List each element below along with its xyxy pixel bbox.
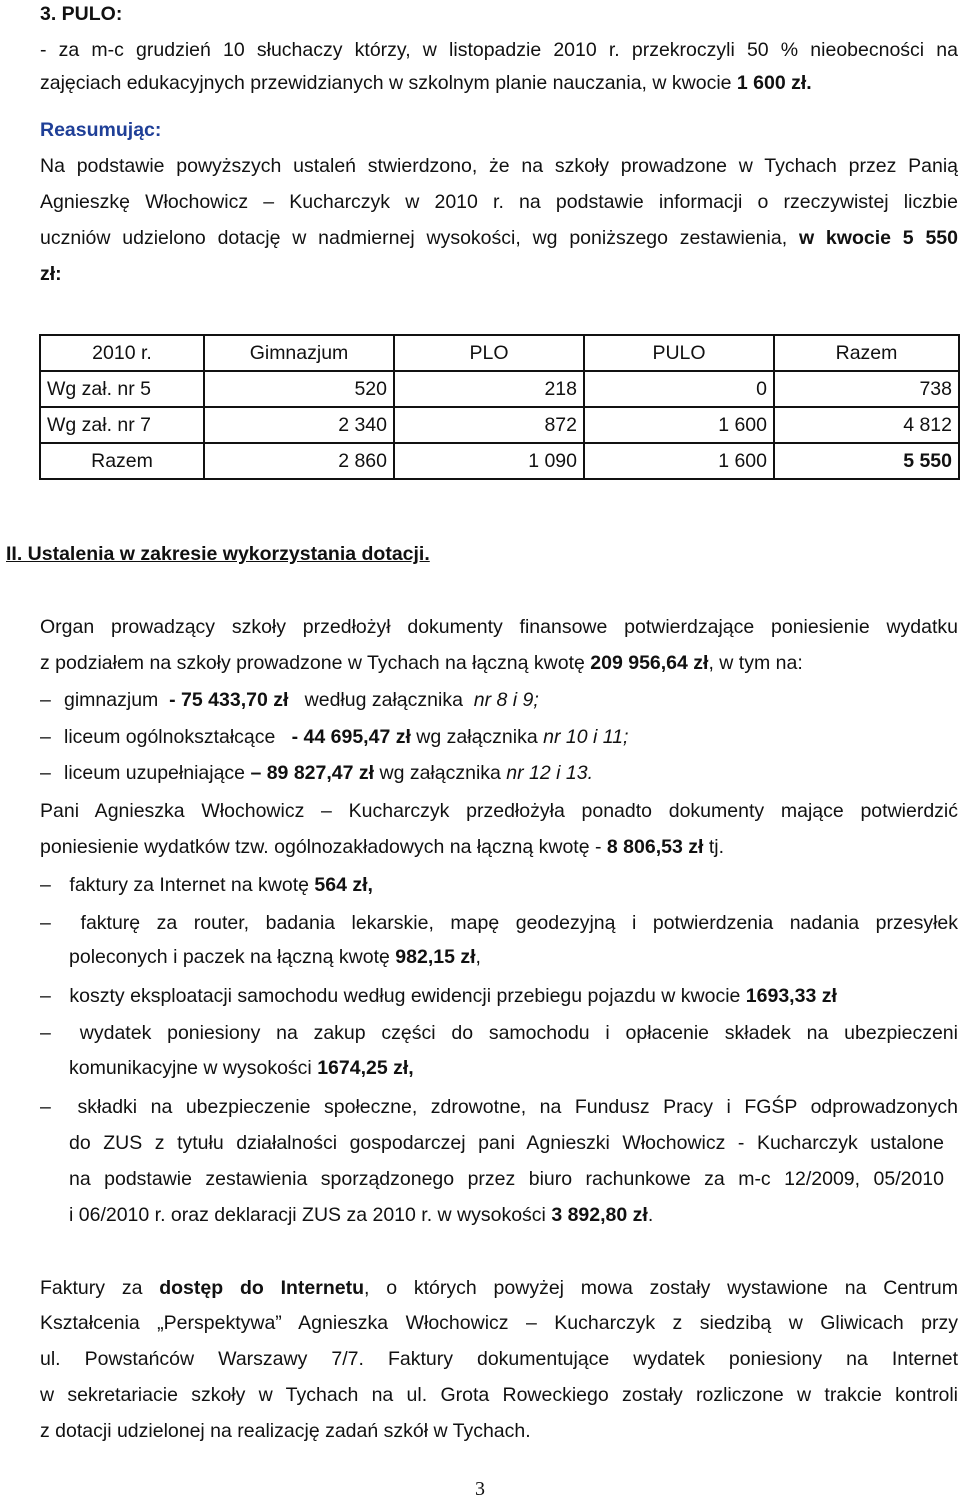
bullet-ref: wg załącznika	[416, 726, 538, 748]
faktury-internet: dostęp do Internetu	[159, 1277, 365, 1299]
item-router-line-1	[40, 911, 958, 935]
bullet-annex: nr 8 i 9;	[473, 689, 539, 711]
organ-text: z podziałem na szkoły prowadzone w Tychach na łączną kwotę	[40, 652, 585, 674]
dash-icon: –	[40, 985, 51, 1007]
dash-icon: –	[40, 912, 51, 934]
table-total-row	[40, 443, 959, 479]
summary-heading: Reasumując:	[40, 119, 162, 141]
bullet-amount: – 89 827,47 zł	[250, 762, 375, 784]
item-zus-line-1	[40, 1095, 958, 1119]
table-cell: 1 600	[584, 443, 774, 479]
table-cell: 2 860	[204, 443, 394, 479]
item-car-costs	[40, 984, 837, 1008]
item-text: poleconych i paczek na łączną kwotę	[69, 946, 390, 968]
item-amount: 1693,33 zł	[745, 985, 837, 1007]
bullet-label: liceum uzupełniające	[64, 762, 246, 784]
item-zus-line-4	[69, 1203, 653, 1227]
summary-line-2: Agnieszkę Włochowicz – Kucharczyk w 2010 r. na podstawie informacji o rzeczywistej liczbie	[40, 191, 958, 213]
pani-amount: 8 806,53 zł	[606, 836, 704, 858]
pulo-text: zajęciach edukacyjnych przewidzianych w szkolnym planie nauczania, w kwocie	[40, 72, 732, 94]
faktury-line-4: w sekretariacie szkoły w Tychach na ul. Grota Roweckiego zostały rozliczone w trakcie kontroli	[40, 1384, 958, 1406]
table-cell: 1 600	[584, 407, 774, 443]
header-cell: 2010 r.	[40, 335, 204, 371]
row-label: Razem	[40, 443, 204, 479]
item-car-parts-line-1	[40, 1021, 958, 1045]
summary-line-3	[40, 226, 958, 250]
faktury-line-3: ul. Powstańców Warszawy 7/7. Faktury dokumentujące wydatek poniesiony na Internet	[40, 1348, 958, 1370]
dash-icon: –	[40, 1096, 51, 1118]
table-cell: 5 550	[774, 443, 959, 479]
table-cell: 2 340	[204, 407, 394, 443]
dash-icon: –	[40, 726, 51, 748]
faktury-line-2: Kształcenia „Perspektywa” Agnieszka Włochowicz – Kucharczyk z siedzibą w Gliwicach przy	[40, 1312, 958, 1334]
faktury-line-1	[40, 1276, 958, 1300]
item-amount: 982,15 zł	[395, 946, 476, 968]
organ-line-1: Organ prowadzący szkoły przedłożył dokumenty finansowe potwierdzające poniesienie wydatku	[40, 616, 958, 638]
item-text: komunikacyjne w wysokości	[69, 1057, 312, 1079]
organ-line-2	[40, 651, 803, 675]
pulo-line-2	[40, 71, 812, 95]
item-text: wydatek poniesiony na zakup części do samochodu i opłacenie składek na ubezpieczeni	[79, 1022, 958, 1044]
summary-line-1: Na podstawie powyższych ustaleń stwierdzono, że na szkoły prowadzone w Tychach przez Panią	[40, 155, 958, 177]
item-amount: 3 892,80 zł	[551, 1204, 648, 1226]
page-number: 3	[475, 1478, 485, 1500]
bullet-annex: nr 12 i 13.	[506, 762, 594, 784]
header-cell: PLO	[394, 335, 584, 371]
item-text: faktury za Internet na kwotę	[69, 874, 309, 896]
table-header-row	[40, 335, 959, 371]
row-label: Wg zał. nr 7	[40, 407, 204, 443]
item-zus-line-3: na podstawie zestawienia sporządzonego przez biuro rachunkowe za m-c 12/2009, 05/2010	[69, 1168, 944, 1190]
dash-icon: –	[40, 762, 51, 784]
item-zus-line-2: do ZUS z tytułu działalności gospodarczej pani Agnieszki Włochowicz - Kucharczyk ustalone	[69, 1132, 944, 1154]
faktury-text-end: , o których powyżej mowa zostały wystawione na Centrum	[364, 1277, 958, 1299]
table-cell: 520	[204, 371, 394, 407]
dash-icon: –	[40, 689, 51, 711]
pani-text-end: tj.	[708, 836, 724, 858]
table-cell: 4 812	[774, 407, 959, 443]
organ-total: 209 956,64 zł	[590, 652, 709, 674]
item-internet	[40, 873, 373, 897]
dash-icon: –	[40, 874, 51, 896]
bullet-ref: wg załącznika	[379, 762, 501, 784]
pani-text: poniesienie wydatków tzw. ogólnozakładowych na łączną kwotę -	[40, 836, 602, 858]
item-amount: 564 zł,	[314, 874, 373, 896]
header-cell: PULO	[584, 335, 774, 371]
faktury-text: Faktury za	[40, 1277, 143, 1299]
header-cell: Razem	[774, 335, 959, 371]
dash-icon: –	[40, 1022, 51, 1044]
item-amount: 1674,25 zł,	[317, 1057, 414, 1079]
faktury-line-5: z dotacji udzielonej na realizację zadań szkół w Tychach.	[40, 1420, 531, 1442]
item-text: i 06/2010 r. oraz deklaracji ZUS za 2010 r. w wysokości	[69, 1204, 546, 1226]
table-cell: 1 090	[394, 443, 584, 479]
table-cell: 218	[394, 371, 584, 407]
bullet-pulo	[40, 761, 593, 785]
item-text: fakturę za router, badania lekarskie, mapę geodezyjną i potwierdzenia nadania przesyłek	[80, 912, 958, 934]
section-3-heading: 3. PULO:	[40, 3, 123, 25]
pani-line-2	[40, 835, 724, 859]
item-router-line-2	[69, 945, 481, 969]
pulo-line-1: - za m-c grudzień 10 słuchaczy którzy, w listopadzie 2010 r. przekroczyli 50 % nieobecności na	[40, 39, 958, 61]
summary-amount: w kwocie 5 550	[798, 227, 958, 249]
grant-summary-table	[39, 334, 960, 480]
bullet-annex: nr 10 i 11;	[543, 726, 629, 748]
bullet-label: liceum ogólnokształcące	[64, 726, 276, 748]
item-text: składki na ubezpieczenie społeczne, zdrowotne, na Fundusz Pracy i FGŚP odprowadzonych	[77, 1096, 958, 1118]
bullet-label: gimnazjum	[64, 689, 159, 711]
header-cell: Gimnazjum	[204, 335, 394, 371]
bullet-amount: - 75 433,70 zł	[169, 689, 289, 711]
summary-line-4: zł:	[40, 263, 62, 285]
table-cell: 0	[584, 371, 774, 407]
summary-text: uczniów udzielono dotację w nadmiernej wysokości, wg poniższego zestawienia,	[40, 227, 788, 249]
item-text-end: .	[647, 1204, 654, 1226]
section-ii-heading: II. Ustalenia w zakresie wykorzystania dotacji.	[6, 543, 430, 565]
bullet-amount: - 44 695,47 zł	[291, 726, 411, 748]
table-row	[40, 371, 959, 407]
item-car-parts-line-2	[69, 1056, 414, 1080]
bullet-plo	[40, 725, 628, 749]
row-label: Wg zał. nr 5	[40, 371, 204, 407]
bullet-gimnazjum	[40, 688, 539, 712]
table-cell: 738	[774, 371, 959, 407]
item-text: koszty eksploatacji samochodu według ewidencji przebiegu pojazdu w kwocie	[69, 985, 741, 1007]
pulo-amount: 1 600 zł.	[736, 72, 812, 94]
organ-text-end: , w tym na:	[708, 652, 803, 674]
table-row	[40, 407, 959, 443]
item-text-end: ,	[475, 946, 481, 968]
bullet-ref: według załącznika	[304, 689, 463, 711]
pani-line-1: Pani Agnieszka Włochowicz – Kucharczyk przedłożyła ponadto dokumenty mające potwierdzić	[40, 800, 958, 822]
table-cell: 872	[394, 407, 584, 443]
